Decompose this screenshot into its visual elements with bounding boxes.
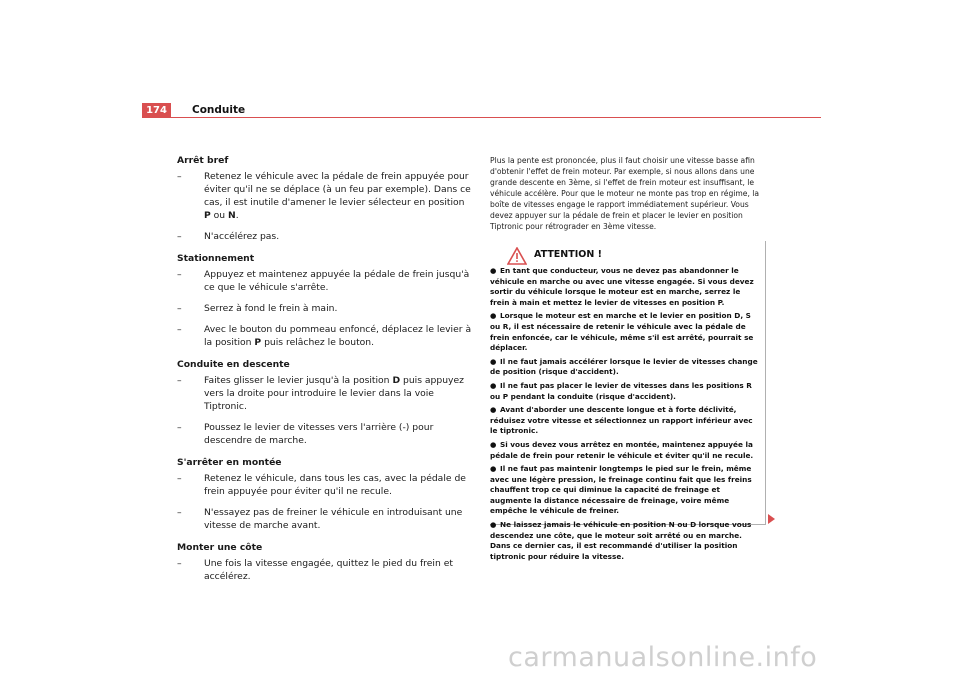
instruction-item bbox=[177, 506, 472, 532]
warning-text: Lorsque le moteur est en marche et le levier en position D, S ou R, il est nécessaire de retenir le véhicule avec la pédale de frein enfoncée, car le véhicule, même s'il est arrêté, pourrait se déplacer. bbox=[490, 311, 754, 353]
warning-item bbox=[490, 357, 762, 378]
warning-text: Si vous devez vous arrêtez en montée, maintenez appuyée la pédale de frein pour retenir le véhicule et éviter qu'il ne recule. bbox=[490, 439, 754, 460]
warning-text: Il ne faut pas placer le levier de vitesses dans les positions R ou P pendant la conduite (risque d'accident). bbox=[490, 380, 752, 401]
warning-item bbox=[490, 266, 762, 308]
instruction-item bbox=[177, 472, 472, 498]
warning-title: ATTENTION ! bbox=[534, 249, 602, 260]
dash-marker: – bbox=[177, 231, 182, 242]
instructions-column bbox=[177, 154, 472, 591]
instruction-text: Poussez le levier de vitesses vers l'arrière (-) pour descendre de marche. bbox=[204, 422, 434, 446]
section-title: Monter une côte bbox=[177, 542, 263, 553]
dash-marker: – bbox=[177, 375, 182, 386]
instruction-text: Retenez le véhicule avec la pédale de frein appuyée pour éviter qu'il ne se déplace (à un feu par exemple). Dans ce cas, il est inutile d'amener le levier sélecteur en position bbox=[204, 171, 471, 208]
instruction-text: puis relâchez le bouton. bbox=[261, 337, 375, 348]
instruction-text: Appuyez et maintenez appuyée la pédale de frein jusqu'à ce que le véhicule s'arrête. bbox=[204, 269, 470, 293]
dash-marker: – bbox=[177, 422, 182, 433]
instruction-text: Faites glisser le levier jusqu'à la position bbox=[204, 375, 393, 386]
warning-item bbox=[490, 520, 762, 562]
instruction-item bbox=[177, 230, 472, 243]
instruction-text: Avec le bouton du pommeau enfoncé, déplacez le levier à la position bbox=[204, 324, 472, 348]
instruction-item bbox=[177, 323, 472, 349]
instruction-item bbox=[177, 268, 472, 294]
warning-item bbox=[490, 381, 762, 402]
next-page-arrow-icon[interactable] bbox=[768, 514, 775, 524]
instruction-text: P bbox=[254, 337, 262, 348]
instruction-text: P bbox=[204, 210, 211, 221]
warning-box bbox=[490, 241, 766, 561]
instruction-text: . bbox=[235, 210, 239, 221]
bullet-icon: ● bbox=[490, 311, 497, 321]
bullet-icon: ● bbox=[490, 520, 497, 530]
instruction-text: Une fois la vitesse engagée, quittez le pied du frein et accélérez. bbox=[204, 558, 453, 582]
dash-marker: – bbox=[177, 303, 182, 314]
warning-item bbox=[490, 405, 762, 437]
dash-marker: – bbox=[177, 558, 182, 569]
warning-header bbox=[490, 245, 758, 264]
instruction-text: ou bbox=[210, 210, 229, 221]
warning-text: Il ne faut jamais accélérer lorsque le levier de vitesses change de position (risque d'accident). bbox=[490, 356, 758, 377]
section-title: Arrêt bref bbox=[177, 155, 229, 166]
warning-triangle-icon bbox=[507, 247, 527, 265]
instruction-item bbox=[177, 302, 472, 315]
warning-item bbox=[490, 440, 762, 461]
watermark: carmanualsonline.info bbox=[508, 642, 818, 673]
instruction-text: N'essayez pas de freiner le véhicule en introduisant une vitesse de marche avant. bbox=[204, 507, 463, 531]
dash-marker: – bbox=[177, 171, 182, 182]
instruction-item bbox=[177, 374, 472, 413]
bullet-icon: ● bbox=[490, 405, 497, 415]
dash-marker: – bbox=[177, 473, 182, 484]
bullet-icon: ● bbox=[490, 356, 497, 366]
instruction-item bbox=[177, 557, 472, 583]
section-title: S'arrêter en montée bbox=[177, 457, 282, 468]
instruction-text: Serrez à fond le frein à main. bbox=[204, 303, 338, 314]
warning-text: En tant que conducteur, vous ne devez pas abandonner le véhicule en marche ou avec une vitesse engagée. Si vous devez sortir du véhicule lorsque le moteur est en marche, serrez le frein à main et mettez le levier de vitesses en position P. bbox=[490, 266, 754, 307]
bullet-icon: ● bbox=[490, 380, 497, 390]
dash-marker: – bbox=[177, 324, 182, 335]
warning-text: Il ne faut pas maintenir longtemps le pied sur le frein, même avec une légère pression, le freinage continu fait que les freins chauffent trop ce qui diminue la capacité de freinage et augmente la distance nécessaire de freinage, voire même empêche le véhicule de freiner. bbox=[490, 464, 752, 516]
bullet-icon: ● bbox=[490, 464, 497, 474]
warning-list bbox=[490, 266, 762, 565]
bullet-icon: ● bbox=[490, 266, 497, 275]
bullet-icon: ● bbox=[490, 439, 497, 449]
warning-text: Ne laissez jamais le véhicule en position N ou D lorsque vous descendez une côte, que le moteur soit arrêté ou en marche. Dans ce dernier cas, il est recommandé d'utiliser la position tiptronic pour réduire la vitesse. bbox=[490, 520, 752, 561]
instruction-item bbox=[177, 421, 472, 447]
instruction-item bbox=[177, 170, 472, 222]
dash-marker: – bbox=[177, 507, 182, 518]
page-number: 174 bbox=[142, 103, 171, 118]
header-rule bbox=[142, 117, 821, 118]
instruction-text: Retenez le véhicule, dans tous les cas, avec la pédale de frein appuyée pour éviter qu'il ne recule. bbox=[204, 473, 466, 497]
instruction-text: N'accélérez pas. bbox=[204, 231, 280, 242]
dash-marker: – bbox=[177, 269, 182, 280]
instruction-text: D bbox=[392, 375, 401, 386]
page-title: Conduite bbox=[192, 104, 246, 116]
info-column bbox=[490, 155, 772, 232]
section-title: Conduite en descente bbox=[177, 359, 290, 370]
warning-item bbox=[490, 464, 762, 517]
section-title: Stationnement bbox=[177, 253, 255, 264]
instruction-text: puis appuyez vers la droite pour introduire le levier dans la voie Tiptronic. bbox=[204, 375, 464, 412]
instruction-text: N bbox=[228, 210, 236, 221]
warning-item bbox=[490, 311, 762, 353]
engine-brake-paragraph: Plus la pente est prononcée, plus il faut choisir une vitesse basse afin d'obtenir l'effet de frein moteur. Par exemple, si nous allons dans une grande descente en 3ème, si l'effet de frein moteur est insuffisant, le véhicule accélère. Pour que le moteur ne monte pas trop en régime, la boîte de vitesses engage le rapport immédiatement supérieur. Vous devez appuyer sur la pédale de frein et placer le levier en position Tiptronic pour rétrograder en 3ème vitesse. bbox=[490, 156, 760, 231]
warning-text: Avant d'aborder une descente longue et à forte déclivité, réduisez votre vitesse et sélectionnez un rapport inférieur avec le tiptronic. bbox=[490, 405, 753, 436]
